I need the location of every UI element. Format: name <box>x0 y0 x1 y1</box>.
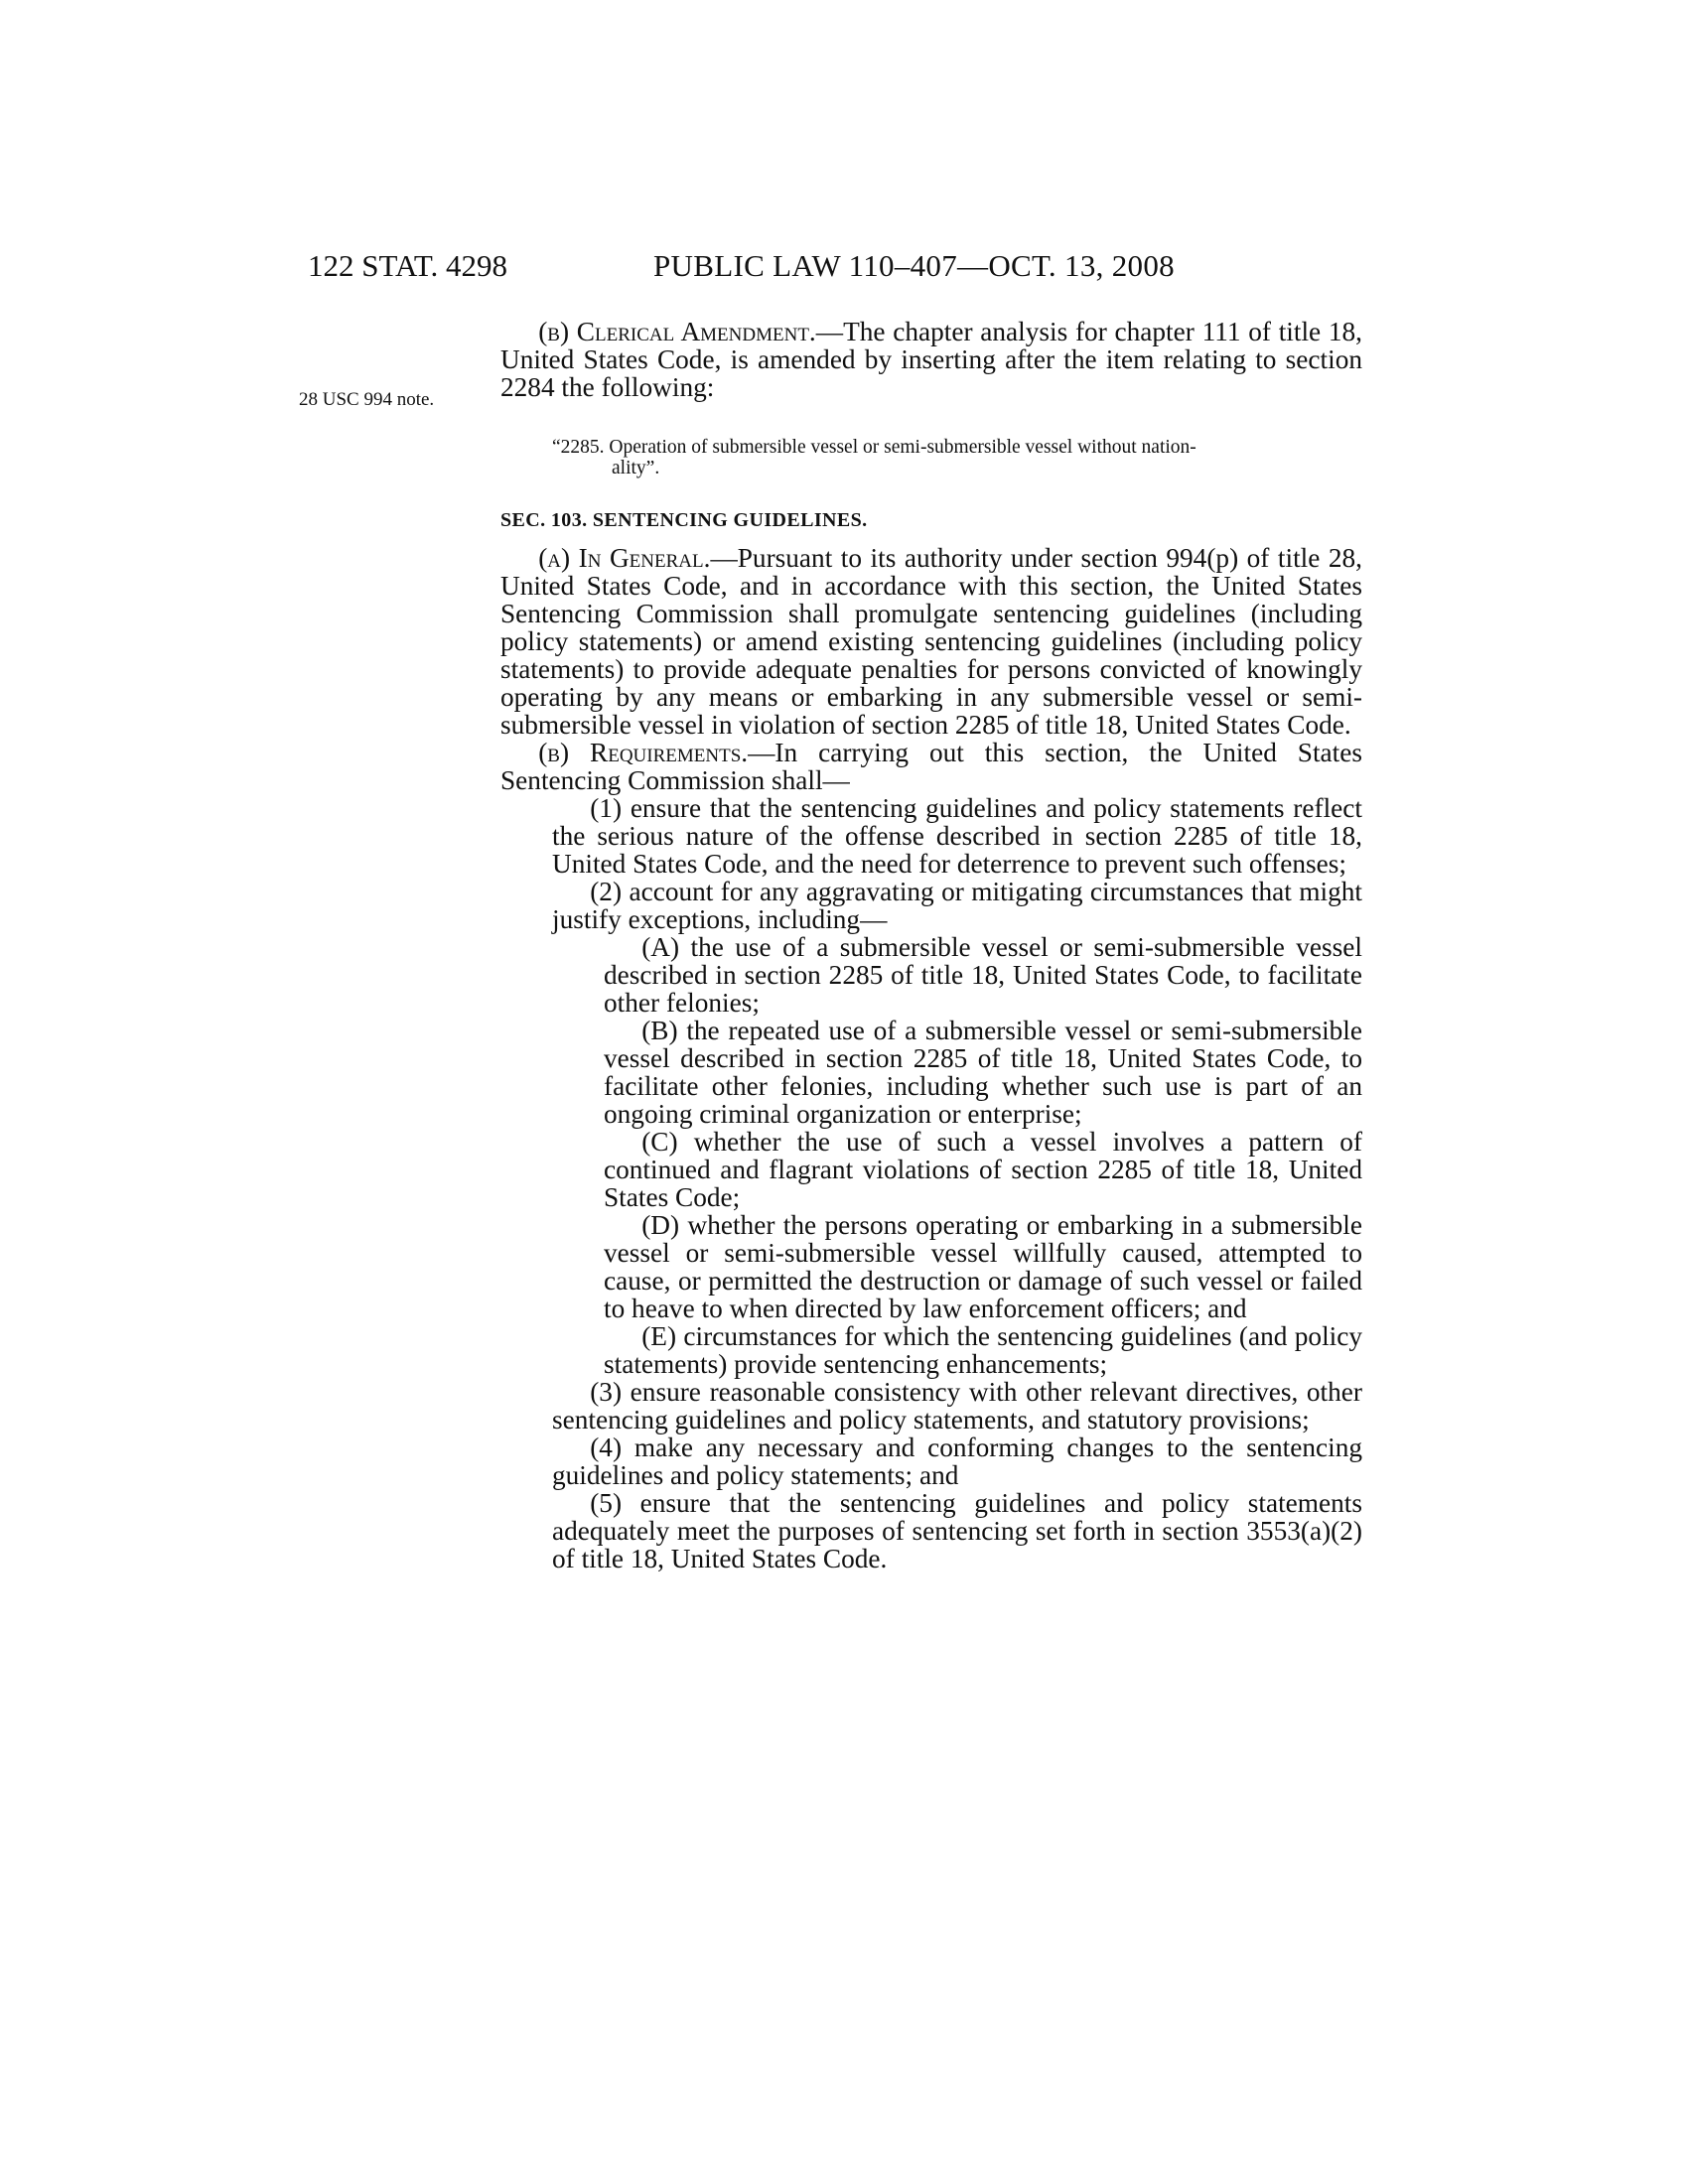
clerical-amendment-label: (b) Clerical Amendment. <box>538 317 816 346</box>
paragraph-5: (5) ensure that the sentencing guidelines and policy statements adequately meet the purposes of sentencing set forth in section 3553(a)(2) of title 18, United States Code. <box>552 1488 1362 1573</box>
subsection-a-label: (a) In General. <box>538 543 711 573</box>
page-header <box>0 248 1688 288</box>
paragraph-4: (4) make any necessary and conforming changes to the sentencing guidelines and policy statements; and <box>552 1433 1362 1490</box>
subparagraph-c: (C) whether the use of such a vessel involves a pattern of continued and flagrant violations of section 2285 of title 18, United States Code; <box>604 1127 1362 1212</box>
subparagraph-e: (E) circumstances for which the sentencing guidelines (and policy statements) provide sentencing enhancements; <box>604 1321 1362 1379</box>
subsection-b-text: —In carrying out this section, the United States Sentencing Commission shall— <box>500 738 1362 795</box>
clerical-amendment-paragraph <box>500 318 1362 401</box>
subsection-b <box>500 739 1362 794</box>
inserted-item-quote <box>500 437 1362 478</box>
document-body <box>500 318 1362 1572</box>
subsection-a <box>500 544 1362 739</box>
clerical-amendment-text: —The chapter analysis for chapter 111 of title 18, United States Code, is amended by inserting after the item relating to section 2284 the following: <box>500 317 1362 402</box>
section-heading: SEC. 103. SENTENCING GUIDELINES. <box>500 509 868 531</box>
paragraph-2: (2) account for any aggravating or mitigating circumstances that might justify exceptions, including— <box>552 877 1362 934</box>
running-title: PUBLIC LAW 110–407—OCT. 13, 2008 <box>653 248 1175 283</box>
subparagraph-d: (D) whether the persons operating or embarking in a submersible vessel or semi-submersible vessel willfully caused, attempted to cause, or permitted the destruction or damage of such vessel or failed to heave to when directed by law enforcement officers; and <box>604 1210 1362 1323</box>
subsection-b-label: (b) Requirements. <box>538 738 749 767</box>
subsection-a-text: —Pursuant to its authority under section 994(p) of title 28, United States Code, and in accordance with this section, the United States Sentencing Commission shall promulgate sentencing guidelines (including policy statements) or amend existing sentencing guidelines (including policy statements) to provide adequate penalties for persons convicted of knowingly operating by any means or embarking in any submersible vessel or semi-submersible vessel in violation of section 2285 of title 18, United States Code. <box>500 543 1362 740</box>
margin-note: 28 USC 994 note. <box>299 389 435 410</box>
subparagraph-b: (B) the repeated use of a submersible vessel or semi-submersible vessel described in section 2285 of title 18, United States Code, to facilitate other felonies, including whether such use is part of an ongoing criminal organization or enterprise; <box>604 1016 1362 1129</box>
paragraph-3: (3) ensure reasonable consistency with other relevant directives, other sentencing guidelines and policy statements, and statutory provisions; <box>552 1377 1362 1434</box>
inserted-item-line1: “2285. Operation of submersible vessel or semi-submersible vessel without nation- <box>552 437 1196 458</box>
subparagraph-a: (A) the use of a submersible vessel or semi-submersible vessel described in section 2285 of title 18, United States Code, to facilitate other felonies; <box>604 932 1362 1018</box>
paragraph-1: (1) ensure that the sentencing guidelines and policy statements reflect the serious nature of the offense described in section 2285 of title 18, United States Code, and the need for deterrence to prevent such offenses; <box>552 793 1362 879</box>
statute-page-number: 122 STAT. 4298 <box>308 248 508 283</box>
inserted-item-line2: ality”. <box>612 458 660 478</box>
